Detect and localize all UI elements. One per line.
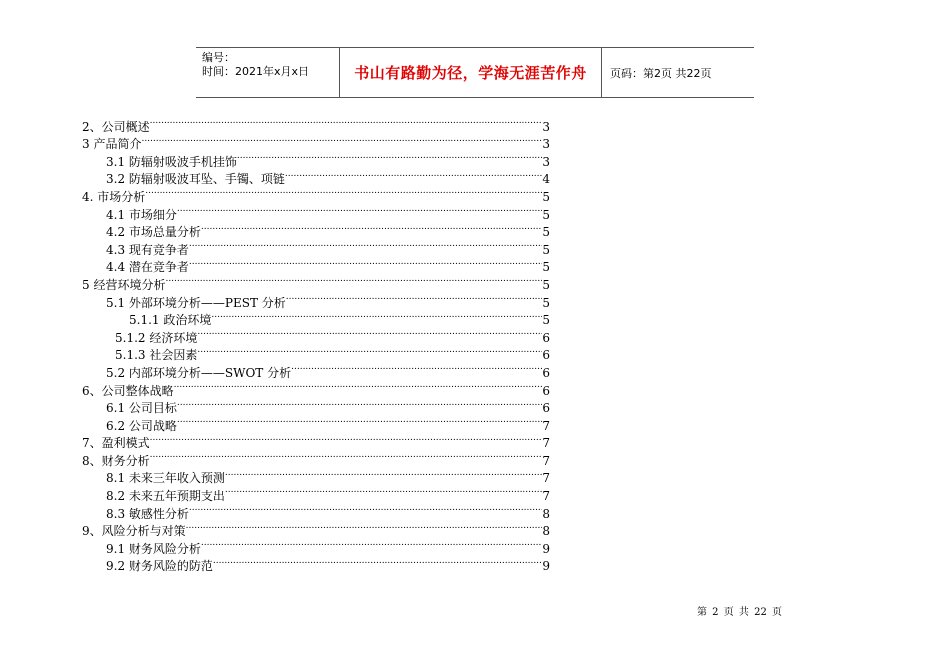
- toc-entry-page: 7: [542, 418, 550, 433]
- toc-dot-leader: [177, 201, 542, 219]
- toc-entry-page: 6: [542, 383, 550, 398]
- number-label: 编号：: [202, 51, 235, 64]
- toc-entry[interactable]: [82, 465, 550, 486]
- toc-dot-leader: [286, 289, 543, 307]
- toc-entry-title: 8.1 未来三年收入预测: [106, 471, 225, 486]
- toc-entry[interactable]: [82, 113, 550, 134]
- toc-entry[interactable]: [82, 148, 550, 169]
- toc-entry-page: 7: [542, 489, 550, 504]
- toc-entry-title: 5.1.1 政治环境: [129, 313, 212, 328]
- toc-entry-title: 5.1.2 经济环境: [115, 330, 198, 345]
- toc-entry-page: 7: [542, 453, 550, 468]
- toc-entry-title: 6、公司整体战略: [82, 383, 174, 398]
- page-footer: 第 2 页 共 22 页: [697, 607, 782, 618]
- page-header: [196, 47, 754, 98]
- toc-dot-leader: [201, 219, 542, 237]
- toc-dot-leader: [177, 395, 542, 413]
- header-meta: [196, 48, 340, 97]
- toc-entry-title: 4.2 市场总量分析: [106, 225, 201, 240]
- table-of-contents: [82, 113, 550, 574]
- toc-entry-title: 8.2 未来五年预期支出: [106, 489, 225, 504]
- toc-entry-page: 5: [542, 225, 550, 240]
- toc-entry-page: 9: [542, 559, 550, 574]
- toc-entry-page: 5: [542, 277, 550, 292]
- toc-entry-title: 4.4 潜在竞争者: [106, 260, 189, 275]
- toc-entry-page: 5: [542, 313, 550, 328]
- header-page-code: 页码：第2页 共22页: [610, 66, 712, 80]
- toc-entry-title: 5.1.3 社会因素: [115, 348, 198, 363]
- toc-dot-leader: [174, 377, 543, 395]
- toc-entry-title: 9、风险分析与对策: [82, 524, 186, 539]
- toc-entry-page: 8: [542, 524, 550, 539]
- toc-dot-leader: [141, 131, 542, 149]
- toc-entry-page: 5: [542, 242, 550, 257]
- toc-dot-leader: [189, 236, 542, 254]
- toc-entry-title: 4.1 市场细分: [106, 207, 177, 222]
- toc-entry-page: 3: [542, 154, 550, 169]
- toc-entry-page: 9: [542, 541, 550, 556]
- toc-entry-page: 7: [542, 471, 550, 486]
- toc-dot-leader: [150, 430, 543, 448]
- toc-entry-page: 6: [542, 365, 550, 380]
- toc-entry-title: 6.1 公司目标: [106, 401, 177, 416]
- toc-entry[interactable]: [82, 183, 550, 204]
- toc-entry-page: 3: [542, 119, 550, 134]
- toc-entry-page: 6: [542, 330, 550, 345]
- toc-dot-leader: [213, 553, 542, 571]
- toc-entry-page: 7: [542, 436, 550, 451]
- toc-dot-leader: [291, 359, 542, 377]
- toc-entry-title: 2、公司概述: [82, 119, 150, 134]
- toc-entry-title: 6.2 公司战略: [106, 418, 177, 433]
- toc-entry[interactable]: [82, 447, 550, 468]
- toc-entry-page: 6: [542, 348, 550, 363]
- toc-entry-title: 5.2 内部环境分析——SWOT 分析: [106, 365, 292, 380]
- toc-entry-page: 3: [542, 137, 550, 152]
- toc-dot-leader: [165, 271, 542, 289]
- toc-dot-leader: [145, 183, 542, 201]
- toc-entry[interactable]: [82, 131, 550, 152]
- toc-entry-page: 6: [542, 401, 550, 416]
- toc-entry-title: 5 经营环境分析: [82, 277, 166, 292]
- toc-entry-title: 9.1 财务风险分析: [106, 541, 201, 556]
- toc-dot-leader: [211, 307, 542, 325]
- toc-dot-leader: [189, 500, 542, 518]
- toc-entry[interactable]: [82, 201, 550, 222]
- toc-dot-leader: [225, 482, 542, 500]
- toc-dot-leader: [237, 148, 542, 166]
- toc-dot-leader: [150, 113, 543, 131]
- toc-entry-page: 5: [542, 207, 550, 222]
- toc-entry-title: 7、盈利模式: [82, 436, 150, 451]
- toc-dot-leader: [225, 465, 542, 483]
- toc-entry-title: 4. 市场分析: [82, 189, 146, 204]
- toc-entry-title: 8.3 敏感性分析: [106, 506, 189, 521]
- toc-entry-title: 8、财务分析: [82, 453, 150, 468]
- toc-dot-leader: [197, 324, 542, 342]
- header-motto: 书山有路勤为径，学海无涯苦作舟: [340, 48, 602, 97]
- toc-entry-page: 4: [542, 172, 550, 187]
- toc-entry-title: 3.2 防辐射吸波耳坠、手镯、项链: [106, 172, 285, 187]
- toc-entry-title: 9.2 财务风险的防范: [106, 559, 213, 574]
- toc-entry-title: 3.1 防辐射吸波手机挂饰: [106, 154, 237, 169]
- toc-entry-page: 5: [542, 295, 550, 310]
- toc-dot-leader: [186, 518, 543, 536]
- toc-entry-title: 4.3 现有竞争者: [106, 242, 189, 257]
- time-label: 时间：2021年x月x日: [202, 65, 310, 78]
- toc-dot-leader: [150, 447, 543, 465]
- toc-entry-page: 5: [542, 189, 550, 204]
- toc-dot-leader: [189, 254, 542, 272]
- toc-dot-leader: [197, 342, 542, 360]
- toc-dot-leader: [201, 535, 542, 553]
- toc-entry-title: 5.1 外部环境分析——PEST 分析: [106, 295, 286, 310]
- toc-entry-title: 3 产品简介: [82, 137, 142, 152]
- toc-dot-leader: [285, 166, 542, 184]
- toc-dot-leader: [177, 412, 542, 430]
- toc-entry-page: 5: [542, 260, 550, 275]
- toc-entry-page: 8: [542, 506, 550, 521]
- toc-entry[interactable]: [82, 430, 550, 451]
